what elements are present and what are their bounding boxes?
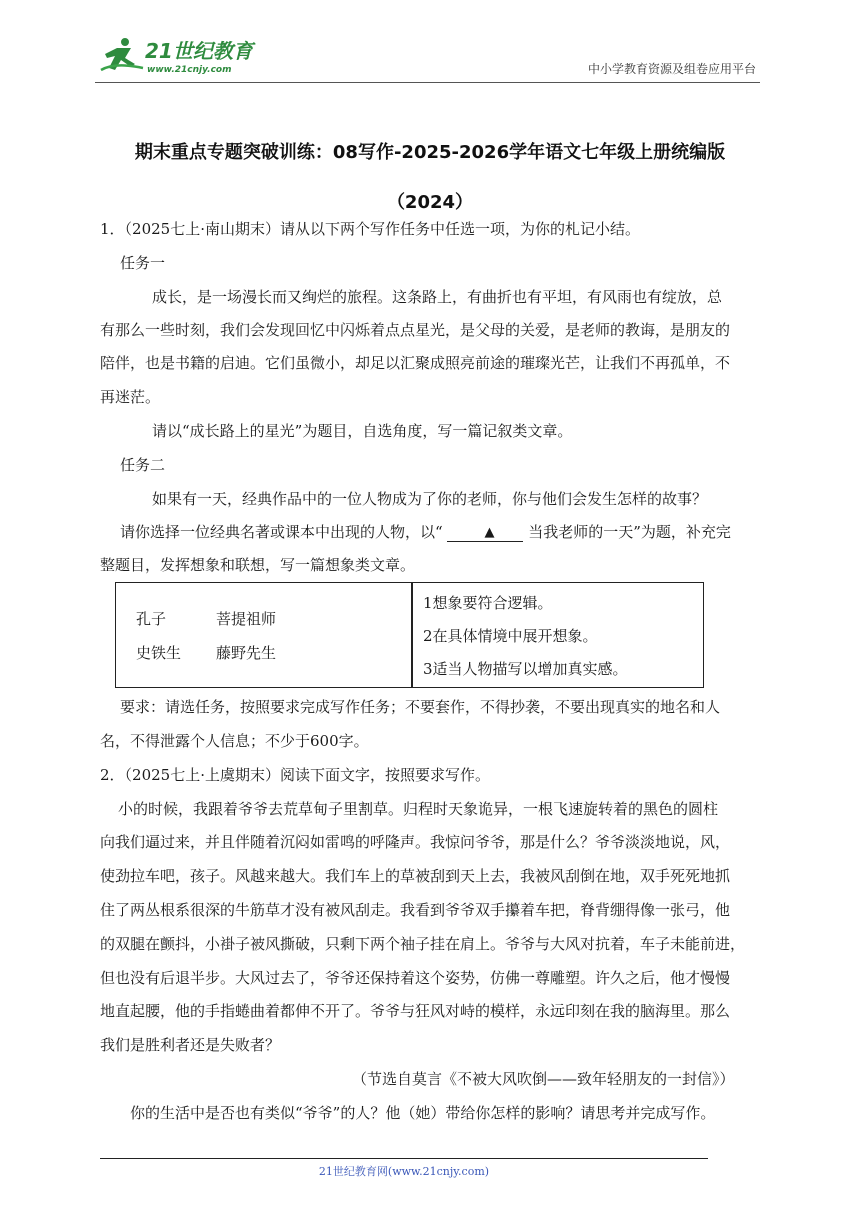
title-line-2: （2024） bbox=[386, 192, 474, 213]
blank-triangle-icon: ▲ bbox=[484, 525, 495, 540]
page-header bbox=[95, 30, 760, 83]
q1-task1-para-line: 有那么一些时刻，我们会发现回忆中闪烁着点点星光，是父母的关爱，是老师的教诲，是朋友的 bbox=[100, 321, 731, 339]
q1-task2-instruction-line2: 整题目，发挥想象和联想，写一篇想象类文章。 bbox=[100, 556, 416, 574]
q2-passage-line: 我们是胜利者还是失败者？ bbox=[100, 1036, 281, 1054]
writing-tip: 2在具体情境中展开想象。 bbox=[423, 627, 598, 645]
q1-requirement-line: 要求：请选任务，按照要求完成写作任务；不要套作，不得抄袭，不要出现真实的地名和人 bbox=[120, 698, 721, 716]
title-line-1: 期末重点专题突破训练：08写作-2025-2026学年语文七年级上册统编版 bbox=[134, 142, 726, 163]
character-name: 菩提祖师 bbox=[216, 610, 277, 628]
character-name: 史铁生 bbox=[136, 644, 182, 662]
table-divider bbox=[411, 583, 413, 687]
q2-passage-line: 但也没有后退半步。大风过去了，爷爷还保持着这个姿势，仿佛一尊雕塑。许久之后，他才慢慢 bbox=[100, 969, 731, 987]
character-name: 孔子 bbox=[136, 610, 167, 628]
q1-task1-para-line: 陪伴，也是书籍的启迪。它们虽微小，却足以汇聚成照亮前途的璀璨光芒，让我们不再孤单，不 bbox=[100, 354, 731, 372]
footer-rule bbox=[100, 1158, 708, 1159]
page-footer: 21世纪教育网(www.21cnjy.com) bbox=[318, 1165, 490, 1178]
q1-task1-para-line: 成长，是一场漫长而又绚烂的旅程。这条路上，有曲折也有平坦，有风雨也有绽放，总 bbox=[152, 288, 723, 306]
q2-passage-line: 小的时候，我跟着爷爷去荒草甸子里割草。归程时天象诡异，一根飞速旋转着的黑色的圆柱 bbox=[118, 800, 719, 818]
character-name: 藤野先生 bbox=[216, 644, 277, 662]
q2-passage-line: 使劲拉车吧，孩子。风越来越大。我们车上的草被刮到天上去，我被风刮倒在地，双手死死地抓 bbox=[100, 867, 731, 885]
writing-tip: 1想象要符合逻辑。 bbox=[423, 594, 553, 612]
q1-stem: 1．（2025七上·南山期末）请从以下两个写作任务中任选一项，为你的札记小结。 bbox=[100, 220, 640, 238]
logo-text: 21世纪教育 bbox=[145, 39, 253, 63]
character-tips-table bbox=[115, 582, 704, 688]
q1-requirement-line: 名，不得泄露个人信息；不少于600字。 bbox=[100, 732, 369, 750]
q2-source: （节选自莫言《不被大风吹倒——致年轻朋友的一封信》） bbox=[352, 1070, 735, 1088]
q1-task1-instruction: 请以“成长路上的星光”为题目，自选角度，写一篇记叙类文章。 bbox=[152, 422, 573, 440]
q2-passage-line: 住了两丛根系很深的牛筋草才没有被风刮走。我看到爷爷双手攥着车把，脊背绷得像一张弓，他 bbox=[100, 901, 731, 919]
q1-task1-para-line: 再迷茫。 bbox=[100, 388, 161, 406]
q2-stem: 2．（2025七上·上虞期末）阅读下面文字，按照要求写作。 bbox=[100, 766, 490, 784]
writing-tip: 3适当人物描写以增加真实感。 bbox=[423, 660, 628, 678]
logo-url: www.21cnjy.com bbox=[147, 65, 232, 75]
site-logo bbox=[95, 34, 270, 78]
q2-prompt: 你的生活中是否也有类似“爷爷”的人？他（她）带给你怎样的影响？请思考并完成写作。 bbox=[130, 1104, 716, 1122]
q2-passage-line: 向我们逼过来，并且伴随着沉闷如雷鸣的呼隆声。我惊问爷爷，那是什么？爷爷淡淡地说，风， bbox=[100, 833, 731, 851]
q1-task2-instruction bbox=[120, 522, 731, 543]
q1-task2-label: 任务二 bbox=[120, 456, 166, 474]
q1-task2-para: 如果有一天，经典作品中的一位人物成为了你的老师，你与他们会发生怎样的故事？ bbox=[152, 490, 708, 508]
q1-task1-label: 任务一 bbox=[120, 254, 166, 272]
instruction-after-blank: 当我老师的一天”为题，补充完 bbox=[528, 523, 731, 541]
page-title bbox=[100, 128, 760, 228]
header-platform-text: 中小学教育资源及组卷应用平台 bbox=[587, 62, 756, 76]
q2-passage-line: 的双腿在颤抖，小褂子被风撕破，只剩下两个袖子挂在肩上。爷爷与大风对抗着，车子未能前进， bbox=[100, 935, 746, 953]
q2-passage-line: 地直起腰，他的手指蜷曲着都伸不开了。爷爷与狂风对峙的模样，永远印刻在我的脑海里。那么 bbox=[100, 1002, 731, 1020]
instruction-before-blank: 请你选择一位经典名著或课本中出现的人物，以“ bbox=[120, 523, 443, 541]
fill-in-blank bbox=[447, 523, 523, 542]
